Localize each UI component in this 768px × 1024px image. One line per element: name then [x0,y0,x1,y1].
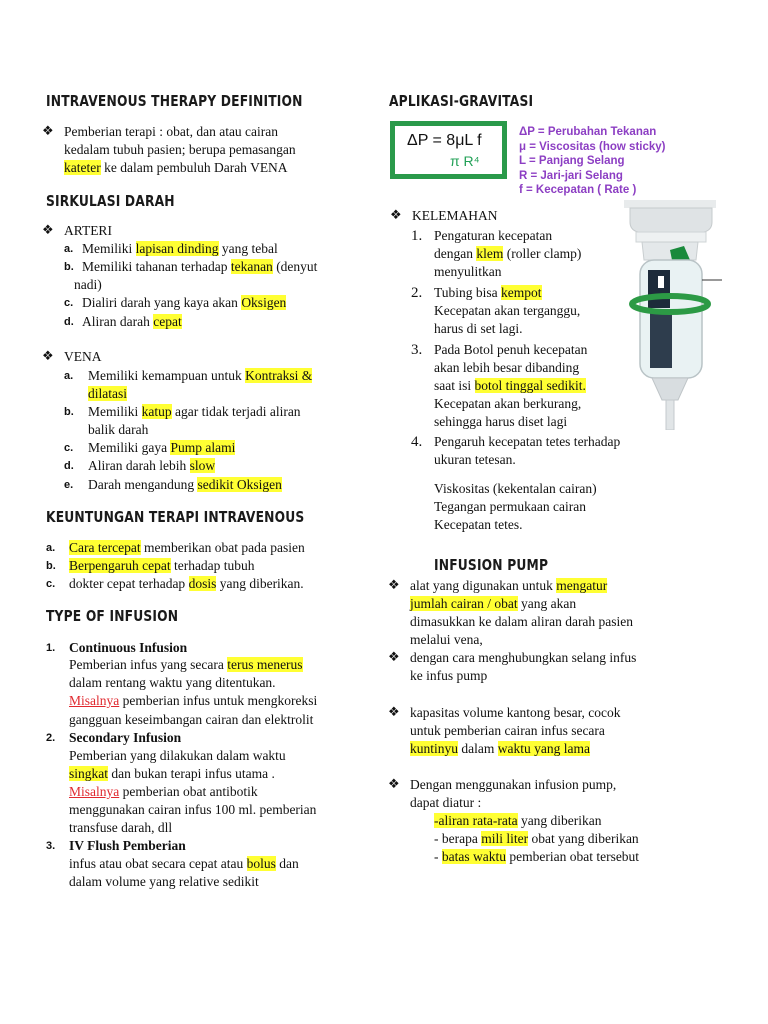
pump-line: alat yang digunakan untuk mengatur [410,578,608,593]
vena-item-cont: balik darah [88,422,149,437]
kelemahan-line: Pada Botol penuh kecepatan [434,342,588,357]
vena-item: Darah mengandung sedikit Oksigen [88,477,282,492]
pump-line: untuk pemberian cairan infus secara [410,723,605,738]
kelemahan-line: menyulitkan [434,264,502,279]
kelemahan-line: Pengaturan kecepatan [434,228,553,243]
definition-line: kedalam tubuh pasien; berupa pemasangan [64,142,296,157]
formula-legend [519,125,665,198]
number-4: 4. [411,434,423,450]
heading-sirkulasi: SIRKULASI DARAH [46,192,175,210]
pump-line: - batas waktu pemberian obat tersebut [434,849,640,864]
type-line: gangguan keseimbangan cairan dan elektrolit [69,712,314,727]
bullet-icon: ❖ [388,777,400,792]
number-3: 3. [411,342,423,358]
formula-box [390,121,507,179]
arteri-label: ARTERI [64,223,112,238]
type-title: Continuous Infusion [69,640,188,655]
arteri-item: Memiliki lapisan dinding yang tebal [82,241,278,256]
type-line: Misalnya pemberian infus untuk mengkoreksi [69,693,318,708]
pump-line: Dengan menggunakan infusion pump, [410,777,617,792]
vena-item: Memiliki kemampuan untuk Kontraksi & [88,368,313,383]
heading-definition: INTRAVENOUS THERAPY DEFINITION [46,92,303,110]
keuntungan-item: Cara tercepat memberikan obat pada pasien [69,540,305,555]
heading-type: TYPE OF INFUSION [46,607,179,625]
arteri-item: Dialiri darah yang kaya akan Oksigen [82,295,287,310]
kelemahan-line: harus di set lagi. [434,321,523,336]
letter-b: b. [64,406,74,418]
pump-line: dengan cara menghubungkan selang infus [410,650,637,665]
type-line: Misalnya pemberian obat antibotik [69,784,258,799]
bullet-icon: ❖ [390,208,402,223]
kelemahan-line: saat isi botol tinggal sedikit. [434,378,586,393]
legend-item: R = Jari-jari Selang [519,169,623,182]
letter-a: a. [64,243,74,255]
letter-b: b. [64,261,74,273]
pump-line: melalui vena, [410,632,483,647]
kelemahan-line: Kecepatan akan terganggu, [434,303,581,318]
kelemahan-line: Kecepatan akan berkurang, [434,396,582,411]
formula-denominator: π R⁴ [450,153,480,169]
pump-line: -aliran rata-rata yang diberikan [434,813,602,828]
type-line: infus atau obat secara cepat atau bolus dan [69,856,299,871]
pump-line: dimasukkan ke dalam aliran darah pasien [410,614,634,629]
letter-a: a. [46,542,56,554]
viskositas-line: Kecepatan tetes. [434,517,523,532]
vena-label: VENA [64,349,102,364]
kelemahan-label: KELEMAHAN [412,208,498,223]
kelemahan-line: Tubing bisa kempot [434,285,542,300]
type-title: Secondary Infusion [69,730,182,745]
legend-item: ΔP = Perubahan Tekanan [519,126,657,138]
pump-line: kapasitas volume kantong besar, cocok [410,705,621,720]
bullet-icon: ❖ [388,578,400,593]
letter-d: d. [64,460,74,472]
type-line: Pemberian yang dilakukan dalam waktu [69,748,286,763]
type-line: Pemberian infus yang secara terus menerus [69,657,303,672]
bullet-icon: ❖ [42,349,54,364]
number-3: 3. [46,840,56,852]
formula-numerator: ΔP = 8μL f [407,132,482,149]
type-line: dalam rentang waktu yang ditentukan. [69,675,276,690]
type-line: transfuse darah, dll [69,820,173,835]
number-1: 1. [411,228,423,244]
letter-c: c. [46,578,56,590]
pump-line: kuntinyu dalam waktu yang lama [410,741,590,756]
definition-line: kateter ke dalam pembuluh Darah VENA [64,160,288,175]
vena-item: Memiliki katup agar tidak terjadi aliran [88,404,301,419]
number-2: 2. [411,285,423,301]
kelemahan-line: sehingga harus diset lagi [434,414,568,429]
vena-item: Memiliki gaya Pump alami [88,440,236,455]
letter-a: a. [64,370,74,382]
heading-keuntungan: KEUNTUNGAN TERAPI INTRAVENOUS [46,508,305,526]
bullet-icon: ❖ [388,650,400,665]
legend-item: L = Panjang Selang [519,155,625,167]
letter-c: c. [64,297,74,309]
heading-aplikasi: APLIKASI-GRAVITASI [389,92,534,110]
vena-item-cont: dilatasi [88,386,127,401]
number-2: 2. [46,732,56,744]
bullet-icon: ❖ [42,124,54,139]
arteri-item-cont: nadi) [74,277,102,292]
legend-item: μ = Viscositas (how sticky) [519,140,666,153]
definition-line: Pemberian terapi : obat, dan atau cairan [64,124,279,139]
kelemahan-line: Pengaruh kecepatan tetes terhadap [434,434,621,449]
bullet-icon: ❖ [42,223,54,238]
arteri-item: Aliran darah cepat [82,314,182,329]
type-title: IV Flush Pemberian [69,838,186,853]
pump-line: jumlah cairan / obat yang akan [410,596,577,611]
keuntungan-item: Berpengaruh cepat terhadap tubuh [69,558,255,573]
type-line: singkat dan bukan terapi infus utama . [69,766,275,781]
kelemahan-line: ukuran tetesan. [434,452,516,467]
type-line: menggunakan cairan infus 100 ml. pemberian [69,802,317,817]
heading-infusion-pump: INFUSION PUMP [434,556,549,574]
bullet-icon: ❖ [388,705,400,720]
letter-e: e. [64,479,74,491]
letter-d: d. [64,316,74,328]
kelemahan-line: akan lebih besar dibanding [434,360,580,375]
vena-item: Aliran darah lebih slow [88,458,216,473]
kelemahan-line: dengan klem (roller clamp) [434,246,582,261]
viskositas-line: Tegangan permukaan cairan [434,499,586,514]
type-line: dalam volume yang relative sedikit [69,874,259,889]
arteri-item: Memiliki tahanan terhadap tekanan (denyut [82,259,318,274]
pump-line: ke infus pump [410,668,488,683]
pump-line: - berapa mili liter obat yang diberikan [434,831,639,846]
letter-b: b. [46,560,56,572]
iv-drip-chamber-image [612,200,722,430]
number-1: 1. [46,642,56,654]
legend-item: f = Kecepatan ( Rate ) [519,184,637,196]
viskositas-line: Viskositas (kekentalan cairan) [434,481,597,496]
keuntungan-item: dokter cepat terhadap dosis yang diberikan. [69,576,304,591]
pump-line: dapat diatur : [410,795,482,810]
letter-c: c. [64,442,74,454]
